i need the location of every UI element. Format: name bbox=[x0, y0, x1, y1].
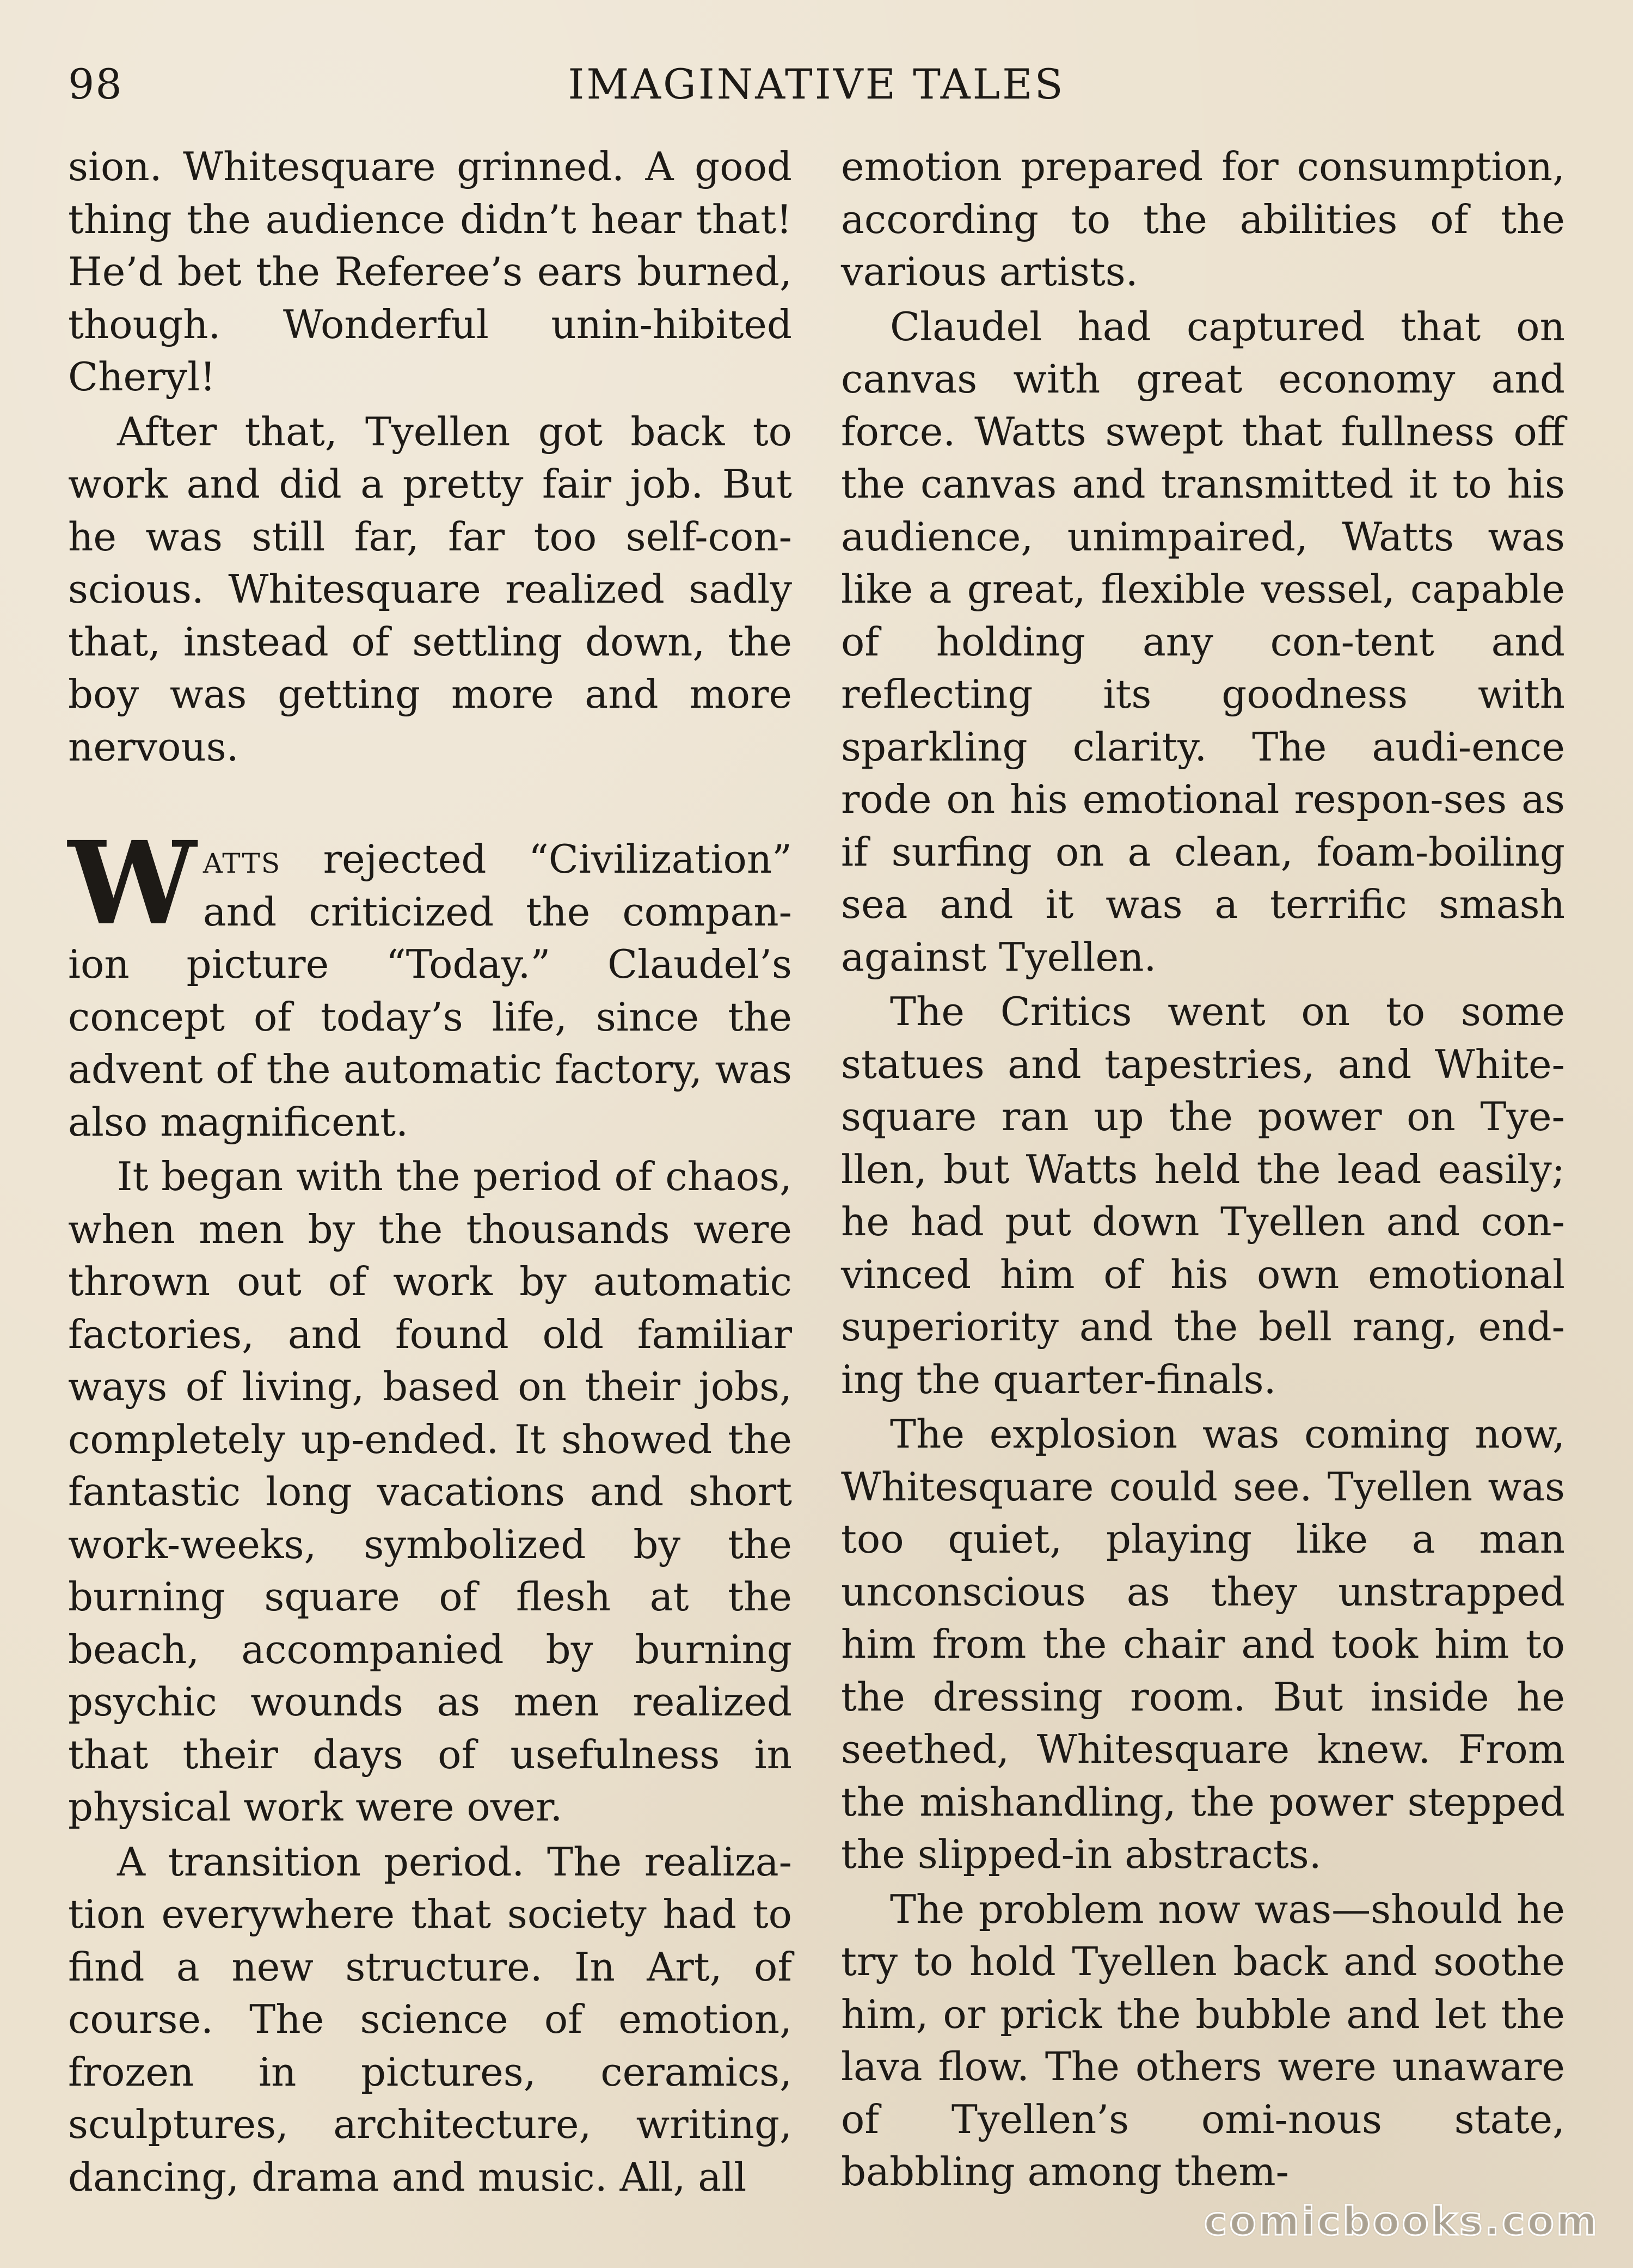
paragraph-text: rejected “Civilization” and criticized the compan-ion picture “Today.” Claudel’s concept of today’s life, since the advent of the automatic factory, was also magnificent. bbox=[68, 836, 792, 1145]
paragraph: The Critics went on to some statues and tapestries, and White-square ran up the power on Tye-llen, but Watts held the lead easily; he had put down Tyellen and con-vinced him of his own emotional superiority and the bell rang, end-ing the quarter-finals. bbox=[841, 989, 1565, 1402]
right-column bbox=[841, 140, 1565, 2200]
page-number: 98 bbox=[68, 60, 123, 108]
drop-cap: W bbox=[68, 816, 193, 951]
paragraph: emotion prepared for consumption, according to the abilities of the various artists. bbox=[841, 144, 1565, 295]
journal-title: IMAGINATIVE TALES bbox=[568, 60, 1065, 108]
paragraph: It began with the period of chaos, when men by the thousands were thrown out of work by automatic factories, and found old familiar ways of living, based on their jobs, completely up-ended. It showed the fantastic long vacations and short work-weeks, symbolized by the burning square of flesh at the beach, accompanied by burning psychic wounds as men realized that their days of usefulness in physical work were over. bbox=[68, 1154, 792, 1830]
paragraph: The explosion was coming now, Whitesquare could see. Tyellen was too quiet, playing like a man unconscious as they unstrapped him from the chair and took him to the dressing room. But inside he seethed, Whitesquare knew. From the mishandling, the power stepped the slipped-in abstracts. bbox=[841, 1411, 1565, 1877]
paragraph: After that, Tyellen got back to work and did a pretty fair job. But he was still far, far too self-con-scious. Whitesquare realized sadly that, instead of settling down, the boy was getting more and more nervous. bbox=[68, 408, 792, 770]
running-head bbox=[68, 60, 1565, 120]
paragraph: sion. Whitesquare grinned. A good thing the audience didn’t hear that! He’d bet the Referee’s ears burned, though. Wonderful unin-hibited Cheryl! bbox=[68, 144, 792, 400]
paragraph: Claudel had captured that on canvas with great economy and force. Watts swept that fullness off the canvas and transmitted it to his audience, unimpaired, Watts was like a great, flexible vessel, capable of holding any con-tent and reflecting its goodness with sparkling clarity. The audi-ence rode on his emotional respon-ses as if surfing on a clean, foam-boiling sea and it was a terrific smash against Tyellen. bbox=[841, 303, 1565, 980]
section-opening-paragraph bbox=[68, 816, 792, 1148]
site-watermark: comicbooks.com bbox=[1204, 2198, 1599, 2244]
paragraph: The problem now was—should he try to hold Tyellen back and soothe him, or prick the bubble and let the lava flow. The others were unaware of Tyellen’s omi-nous state, babbling among them- bbox=[841, 1886, 1565, 2195]
lead-word: atts bbox=[202, 836, 281, 882]
left-column bbox=[68, 140, 792, 2205]
paragraph: A transition period. The realiza-tion everywhere that society had to find a new structure. In Art, of course. The science of emotion, frozen in pictures, ceramics, sculptures, architecture, writing, dancing, drama and music. All, all bbox=[68, 1838, 792, 2200]
